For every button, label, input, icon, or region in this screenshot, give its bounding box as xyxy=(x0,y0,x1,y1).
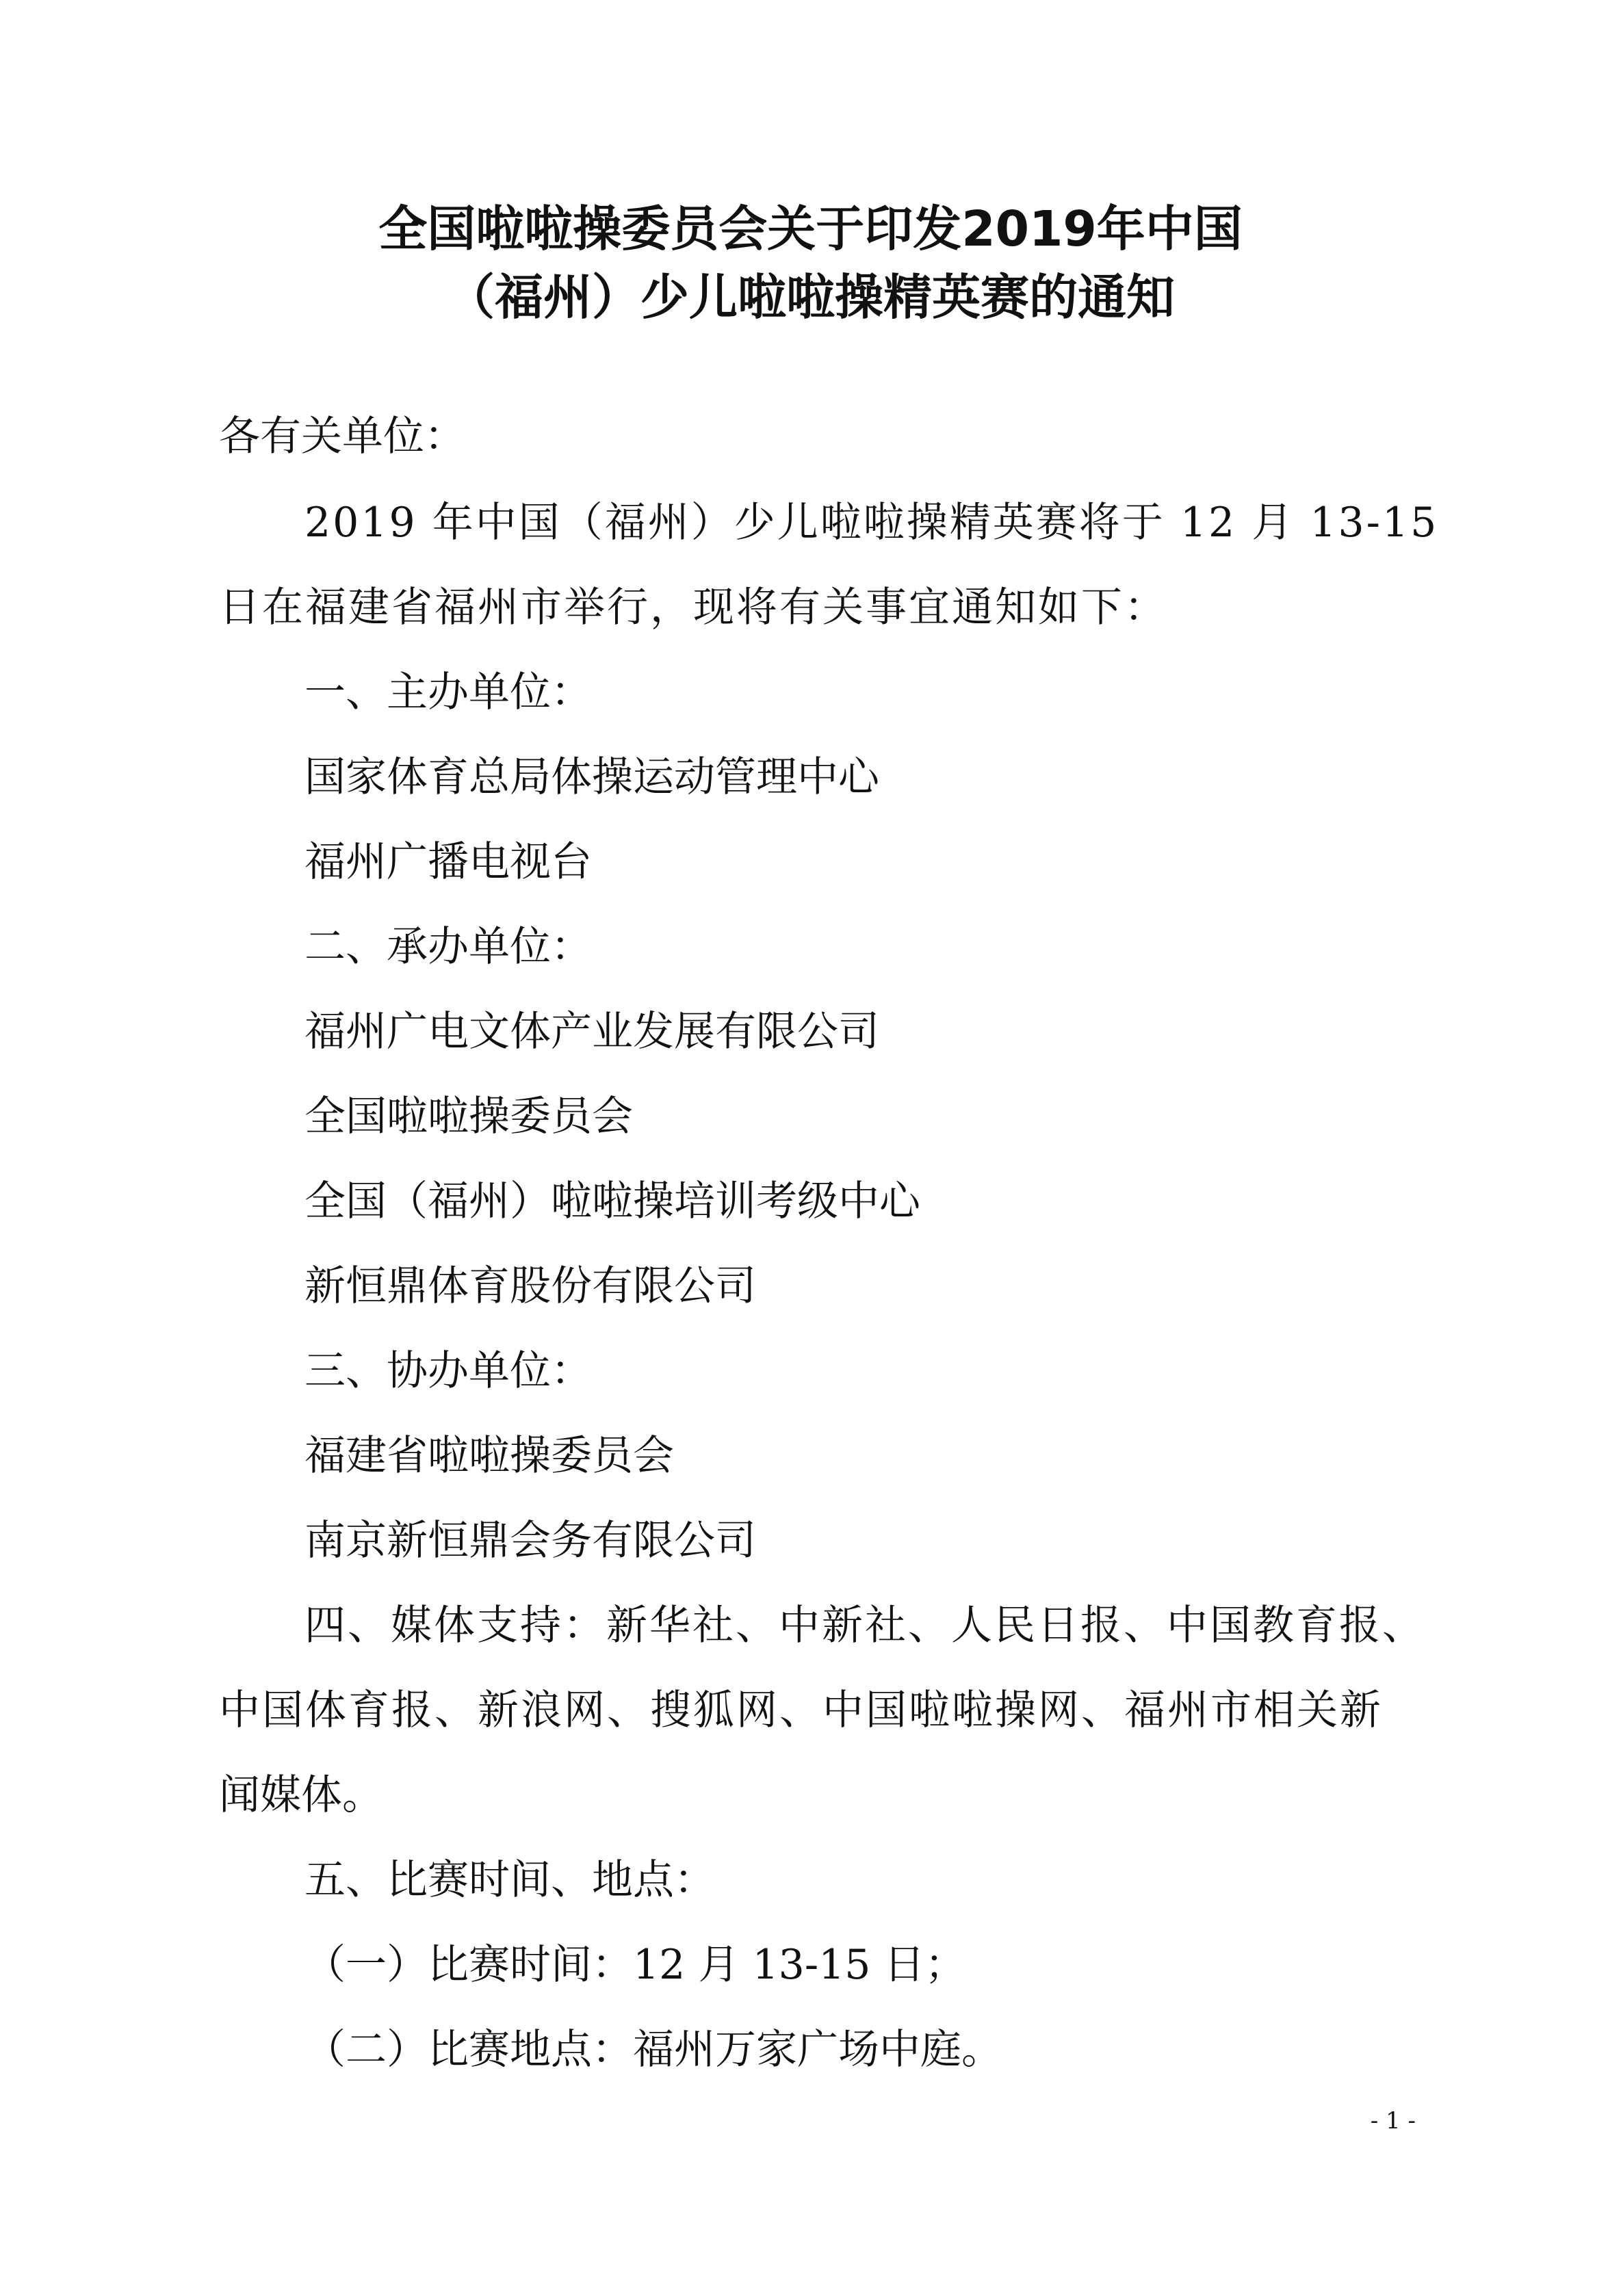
section-2-item: 全国（福州）啦啦操培训考级中心 xyxy=(304,1177,920,1225)
section-1-item: 福州广播电视台 xyxy=(304,838,592,886)
section-4-media-line-2: 中国体育报、新浪网、搜狐网、中国啦啦操网、福州市相关新 xyxy=(219,1686,1383,1734)
section-2-item: 全国啦啦操委员会 xyxy=(304,1093,633,1140)
section-5-heading: 五、比赛时间、地点： xyxy=(304,1856,715,1904)
section-4-media-line-3: 闻媒体。 xyxy=(219,1771,383,1819)
section-1-heading: 一、主办单位： xyxy=(304,668,592,716)
section-3-item: 福建省啦啦操委员会 xyxy=(304,1432,674,1480)
section-4-media-line-1: 四、媒体支持：新华社、中新社、人民日报、中国教育报、 xyxy=(304,1602,1425,1649)
section-2-item: 福州广电文体产业发展有限公司 xyxy=(304,1008,879,1056)
section-5-place: （二）比赛地点：福州万家广场中庭。 xyxy=(304,2026,1002,2074)
section-3-item: 南京新恒鼎会务有限公司 xyxy=(304,1517,756,1565)
section-5-time: （一）比赛时间：12 月 13-15 日； xyxy=(304,1941,966,1989)
page-number: - 1 - xyxy=(1370,2107,1416,2135)
intro-paragraph-line-1: 2019 年中国（福州）少儿啦啦操精英赛将于 12 月 13-15 xyxy=(304,499,1439,547)
section-3-heading: 三、协办单位： xyxy=(304,1347,592,1395)
section-2-heading: 二、承办单位： xyxy=(304,923,592,971)
document-title-line-1: 全国啦啦操委员会关于印发2019年中国 xyxy=(378,200,1243,257)
document-title-line-2: （福州）少儿啦啦操精英赛的通知 xyxy=(445,269,1175,326)
section-1-item: 国家体育总局体操运动管理中心 xyxy=(304,753,879,801)
salutation: 各有关单位： xyxy=(219,413,465,460)
section-2-item: 新恒鼎体育股份有限公司 xyxy=(304,1262,756,1310)
intro-paragraph-line-2: 日在福建省福州市举行，现将有关事宜通知如下： xyxy=(219,584,1167,631)
